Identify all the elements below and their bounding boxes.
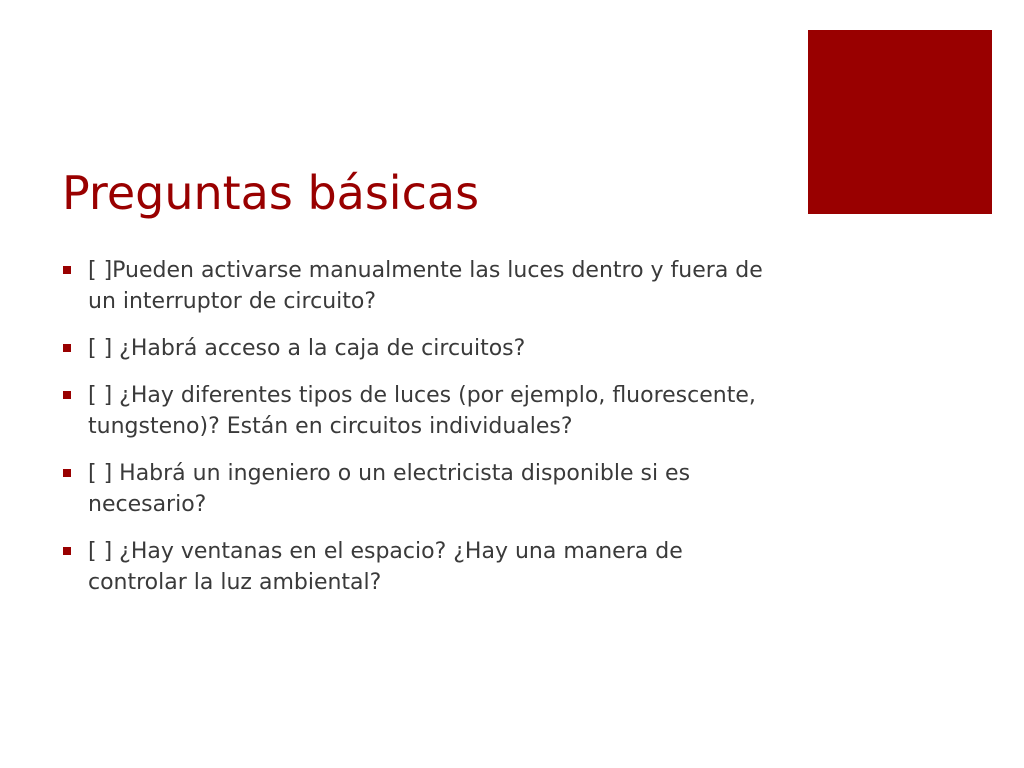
bullet-item <box>62 333 772 364</box>
slide-title: Preguntas básicas <box>62 166 480 220</box>
square-bullet-icon <box>63 547 71 555</box>
square-bullet-icon <box>63 391 71 399</box>
bullet-item <box>62 255 772 317</box>
accent-block <box>808 30 992 214</box>
bullet-text: [ ] ¿Hay ventanas en el espacio? ¿Hay una manera de controlar la luz ambiental? <box>88 539 683 595</box>
bullet-text: [ ] ¿Habrá acceso a la caja de circuitos? <box>88 336 526 361</box>
square-bullet-icon <box>63 469 71 477</box>
bullet-list <box>62 255 772 614</box>
square-bullet-icon <box>63 344 71 352</box>
bullet-item <box>62 536 772 598</box>
bullet-item <box>62 380 772 442</box>
bullet-text: [ ] Habrá un ingeniero o un electricista disponible si es necesario? <box>88 461 691 517</box>
bullet-text: [ ]Pueden activarse manualmente las luces dentro y fuera de un interruptor de circuito? <box>88 258 763 314</box>
bullet-item <box>62 458 772 520</box>
square-bullet-icon <box>63 266 71 274</box>
bullet-text: [ ] ¿Hay diferentes tipos de luces (por ejemplo, fluorescente, tungsteno)? Están en circuitos individuales? <box>88 383 756 439</box>
